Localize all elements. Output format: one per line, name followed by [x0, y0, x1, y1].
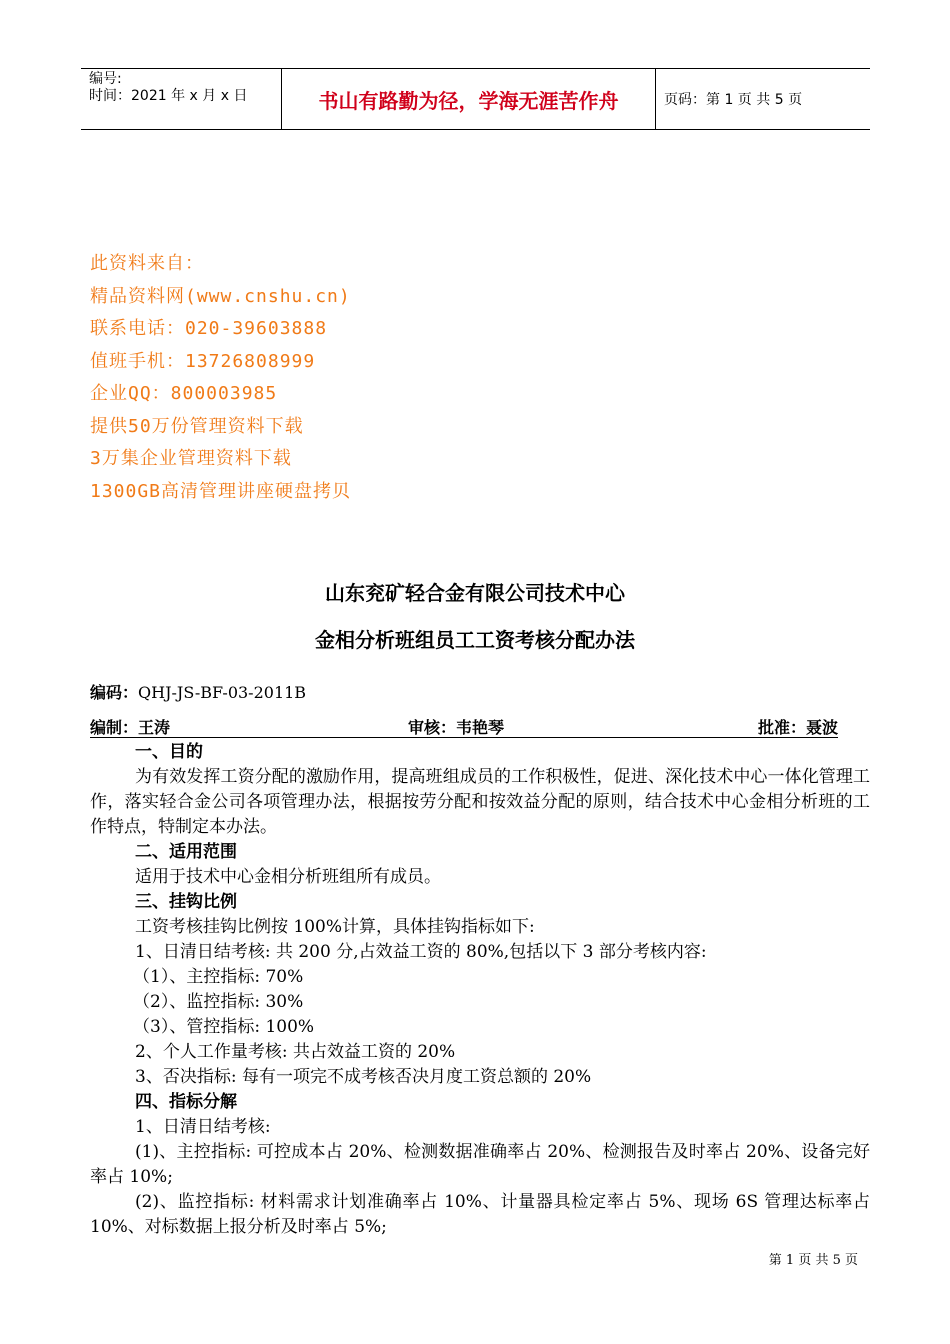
promo-line: 企业QQ：800003985: [90, 383, 278, 404]
doc-code-value: QHJ-JS-BF-03-2011B: [138, 683, 307, 702]
doc-title-main: 金相分析班组员工工资考核分配办法: [315, 628, 635, 652]
page-header: [81, 68, 870, 130]
header-page-info: 页码：第 1 页 共 5 页: [664, 92, 803, 108]
header-code-label: 编号:: [89, 71, 122, 87]
list-item: （1）、主控指标: 70%: [133, 967, 304, 987]
prepared-by: 编制：王涛: [90, 718, 171, 737]
header-date: 时间：2021 年 x 月 x 日: [89, 88, 248, 104]
paragraph: 为有效发挥工资分配的激励作用，提高班组成员的工作积极性，促进、深化技术中心一体化管理工作，落实轻合金公司各项管理办法，根据按劳分配和按效益分配的原则，结合技术中心金相分析班的工作特点，特制定本办法。: [90, 767, 870, 837]
list-item: 1、日清日结考核: 共 200 分,占效益工资的 80%,包括以下 3 部分考核内容:: [135, 942, 707, 962]
paragraph: (2)、监控指标: 材料需求计划准确率占 10%、计量器具检定率占 5%、现场 6S 管理达标率占 10%、对标数据上报分析及时率占 5%;: [90, 1192, 870, 1237]
list-item: 3、否决指标: 每有一项完不成考核否决月度工资总额的 20%: [135, 1067, 592, 1087]
list-item: （3）、管控指标: 100%: [133, 1017, 315, 1037]
doc-code: [90, 680, 306, 703]
doc-title-company: 山东兖矿轻合金有限公司技术中心: [325, 581, 625, 605]
promo-line: 1300GB高清管理讲座硬盘拷贝: [90, 480, 352, 502]
promo-line: 值班手机：13726808999: [90, 350, 316, 372]
paragraph: (1)、主控指标: 可控成本占 20%、检测数据准确率占 20%、检测报告及时率占 20%、设备完好率占 10%;: [90, 1142, 870, 1187]
promo-line: 提供50万份管理资料下载: [90, 415, 304, 437]
section-heading: 一、目的: [135, 742, 203, 762]
doc-code-label: 编码：: [90, 683, 139, 702]
section-heading: 四、指标分解: [135, 1092, 237, 1112]
section-heading: 二、适用范围: [135, 842, 237, 862]
header-meta: [89, 71, 279, 105]
reviewed-by: 审核：韦艳琴: [408, 718, 505, 737]
header-divider: [655, 69, 656, 129]
promo-line: 精品资料网(www.cnshu.cn): [90, 285, 351, 307]
paragraph: 适用于技术中心金相分析班组所有成员。: [135, 867, 441, 887]
list-item: 工资考核挂钩比例按 100%计算，具体挂钩指标如下:: [135, 917, 535, 937]
promo-line: 联系电话：020-39603888: [90, 318, 328, 339]
promo-block: [90, 248, 351, 508]
list-item: 1、日清日结考核:: [135, 1117, 271, 1137]
promo-line: 3万集企业管理资料下载: [90, 448, 292, 469]
page-footer: 第 1 页 共 5 页: [768, 1253, 858, 1268]
list-item: 2、个人工作量考核: 共占效益工资的 20%: [135, 1042, 456, 1062]
section-heading: 三、挂钩比例: [135, 892, 237, 912]
header-motto: 书山有路勤为径，学海无涯苦作舟: [318, 88, 619, 113]
approved-by: 批准：聂波: [757, 718, 838, 737]
list-item: （2）、监控指标: 30%: [133, 992, 304, 1012]
doc-body: [90, 740, 870, 1240]
promo-line: 此资料来自：: [90, 253, 204, 274]
signoff-row: [90, 715, 838, 738]
